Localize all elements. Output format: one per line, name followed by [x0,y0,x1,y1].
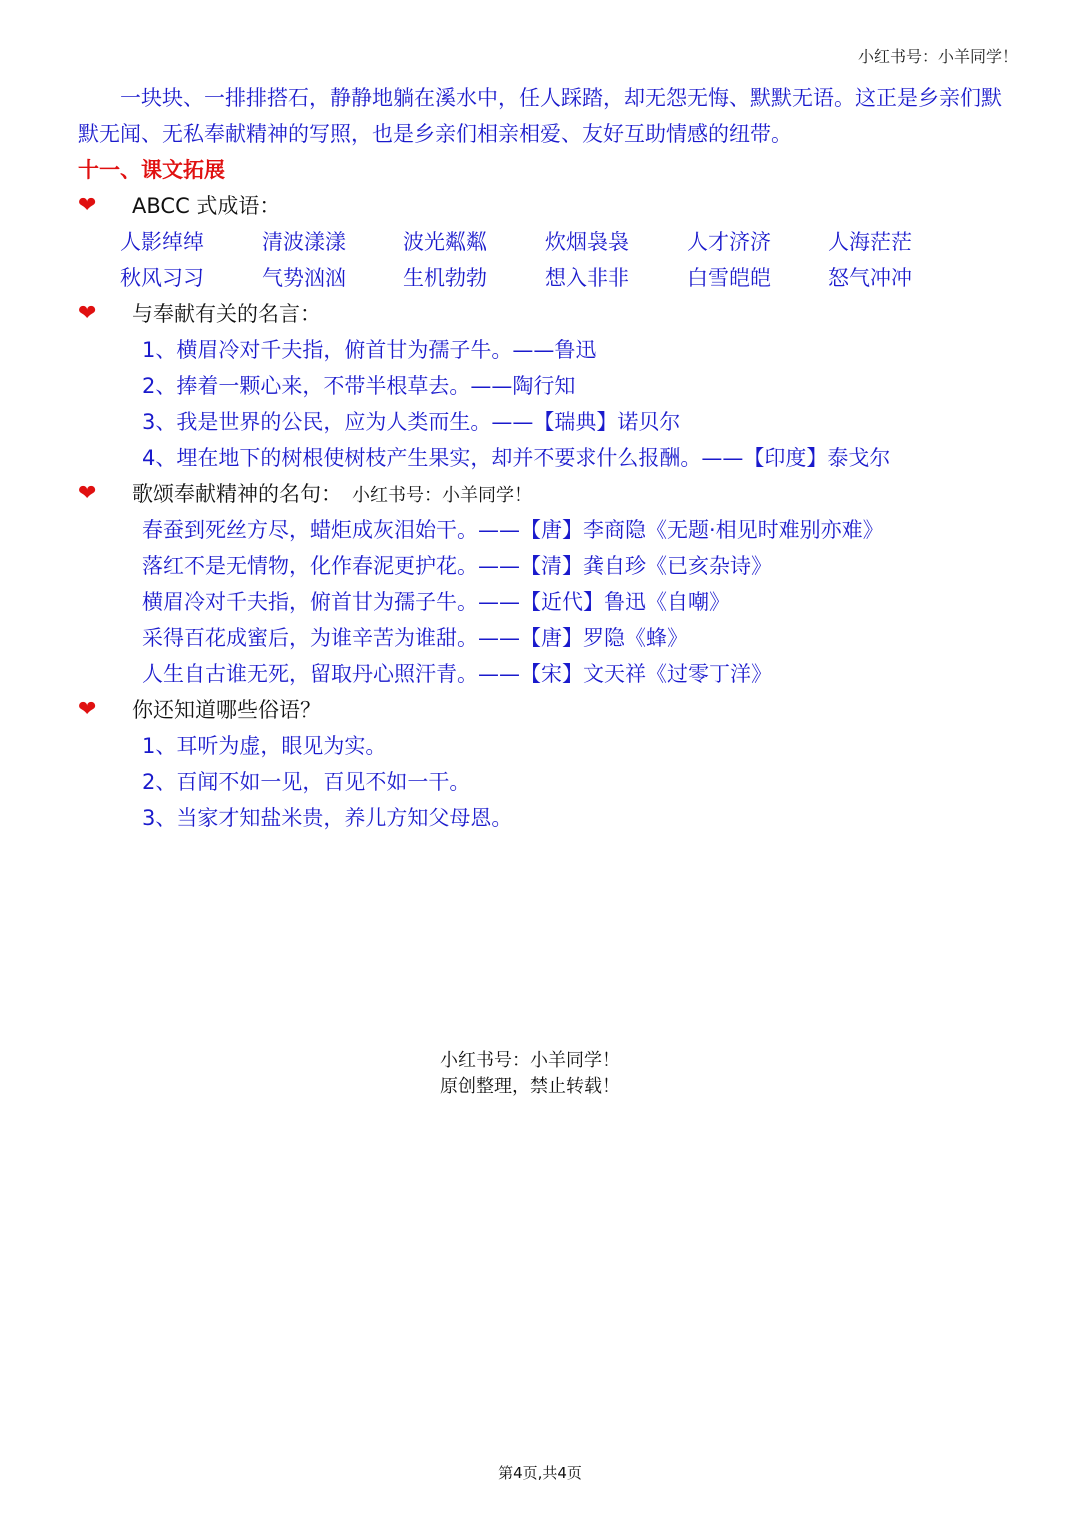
idiom: 波光粼粼 [403,230,487,254]
idiom: 清波漾漾 [262,230,346,254]
quote-item: 4、埋在地下的树根使树枝产生果实，却并不要求什么报酬。——【印度】泰戈尔 [142,446,891,470]
intro-paragraph: 一块块、一排排搭石，静静地躺在溪水中，任人踩踏，却无怨无悔、默默无语。这正是乡亲们默默无闻、无私奉献精神的写照，也是乡亲们相亲相爱、友好互助情感的纽带。 [78,86,1002,146]
idiom: 生机勃勃 [403,266,487,290]
idioms-heading: ABCC 式成语： [132,194,281,218]
quote-item: 2、捧着一颗心来，不带半根草去。——陶行知 [142,374,576,398]
idiom: 人影绰绰 [120,230,204,254]
verse-item: 横眉冷对千夫指，俯首甘为孺子牛。——【近代】鲁迅《自嘲》 [142,590,730,614]
idiom: 人海茫茫 [828,230,912,254]
idiom: 气势汹汹 [262,266,346,290]
verse-item: 落红不是无情物，化作春泥更护花。——【清】龚自珍《已亥杂诗》 [142,554,772,578]
idiom: 炊烟袅袅 [545,230,629,254]
heart-icon: ❤ [78,481,97,506]
verses-heading-text: 歌颂奉献精神的名句： [132,482,342,506]
idiom-row [78,260,1018,296]
document-content [78,80,1018,836]
proverb-item: 1、耳听为虚，眼见为实。 [142,734,387,758]
quote-item: 3、我是世界的公民，应为人类而生。——【瑞典】诺贝尔 [142,410,681,434]
footer-line: 小红书号：小羊同学！ [440,1050,620,1071]
idiom: 白雪皑皑 [687,266,771,290]
proverbs-heading: 你还知道哪些俗语？ [132,698,321,722]
heart-icon: ❤ [78,193,97,218]
idiom: 想入非非 [545,266,629,290]
quote-item: 1、横眉冷对千夫指，俯首甘为孺子牛。——鲁迅 [142,338,597,362]
heart-icon: ❤ [78,697,97,722]
proverb-item: 2、百闻不如一见，百见不如一干。 [142,770,471,794]
heart-icon: ❤ [78,301,97,326]
verse-item: 春蚕到死丝方尽，蜡炬成灰泪始干。——【唐】李商隐《无题·相见时难别亦难》 [142,518,884,542]
quotes-heading: 与奉献有关的名言： [132,302,321,326]
proverbs-heading-row [78,692,1018,728]
footer-line: 原创整理，禁止转载！ [440,1076,620,1097]
header-note: 小红书号：小羊同学！ [857,47,1018,66]
footer-note [440,1048,620,1100]
idiom: 人才济济 [687,230,771,254]
quotes-heading-row [78,296,1018,332]
verse-item: 人生自古谁无死，留取丹心照汗青。——【宋】文天祥《过零丁洋》 [142,662,772,686]
verse-item: 采得百花成蜜后，为谁辛苦为谁甜。——【唐】罗隐《蜂》 [142,626,688,650]
section-title: 十一、课文拓展 [78,158,225,182]
proverb-item: 3、当家才知盐米贵，养儿方知父母恩。 [142,806,513,830]
page-number: 第4页,共4页 [498,1464,582,1482]
verses-heading-row [78,476,1018,512]
idioms-heading-row [78,188,1018,224]
verses-heading-note: 小红书号：小羊同学！ [352,485,532,506]
idiom-row [78,224,1018,260]
idiom: 怒气冲冲 [828,266,912,290]
verses-heading [132,476,532,514]
idiom: 秋风习习 [120,266,204,290]
